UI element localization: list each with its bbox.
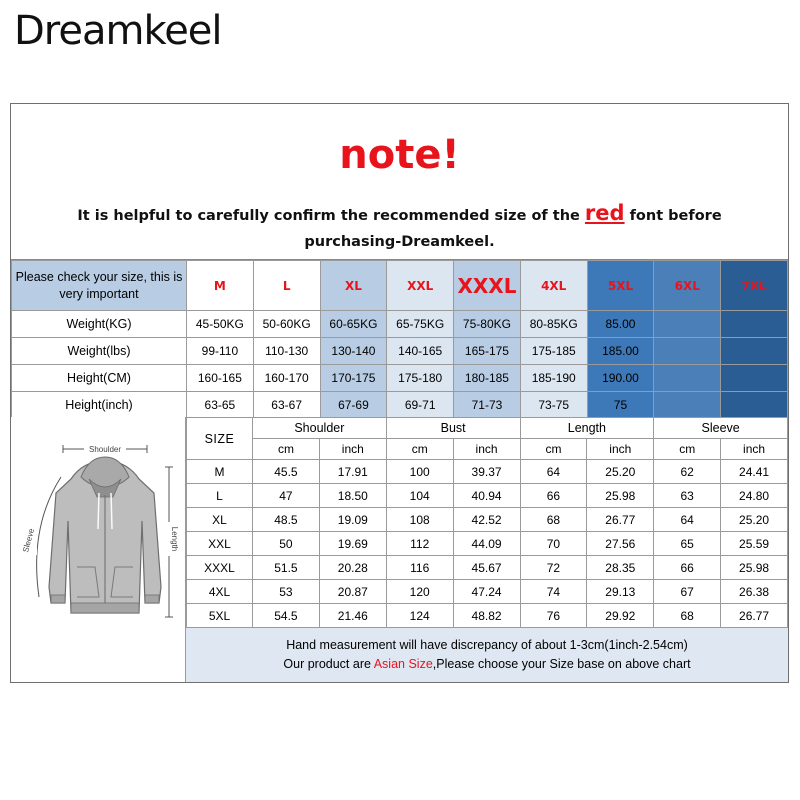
rec-value-cell: 175-185 <box>520 338 587 365</box>
rec-value-cell: 60-65KG <box>320 311 387 338</box>
measure-value-cell: 29.13 <box>587 580 654 604</box>
rec-row-label: Weight(lbs) <box>12 338 187 365</box>
note-title: note! <box>339 132 460 178</box>
measure-group-row <box>187 418 788 439</box>
measure-unit-row <box>187 439 788 460</box>
measure-value-cell: 116 <box>386 556 453 580</box>
rec-value-cell: 180-185 <box>454 365 521 392</box>
measure-value-cell: 68 <box>520 508 587 532</box>
rec-value-cell: 185-190 <box>520 365 587 392</box>
rec-value-cell: 175-180 <box>387 365 454 392</box>
rec-value-cell: 50-60KG <box>253 311 320 338</box>
measure-size-cell: M <box>187 460 253 484</box>
measure-value-cell: 20.28 <box>319 556 386 580</box>
size-column-header: SIZE <box>187 418 253 460</box>
measure-value-cell: 25.98 <box>721 556 788 580</box>
measure-value-cell: 42.52 <box>453 508 520 532</box>
unit-cell: inch <box>319 439 386 460</box>
size-header-xxxl: XXXL <box>454 261 521 311</box>
rec-row-label: Height(CM) <box>12 365 187 392</box>
rec-value-cell: 190.00 <box>587 365 654 392</box>
size-header-7xl: 7XL <box>721 261 788 311</box>
measure-value-cell: 28.35 <box>587 556 654 580</box>
measure-value-cell: 44.09 <box>453 532 520 556</box>
measure-value-cell: 29.92 <box>587 604 654 628</box>
rec-value-cell: 45-50KG <box>187 311 254 338</box>
rec-value-cell: 80-85KG <box>520 311 587 338</box>
rec-value-cell: 75 <box>587 392 654 419</box>
measure-value-cell: 27.56 <box>587 532 654 556</box>
measure-value-cell: 26.77 <box>587 508 654 532</box>
rec-value-cell: 71-73 <box>454 392 521 419</box>
rec-value-cell: 160-165 <box>187 365 254 392</box>
rec-row-0 <box>12 311 788 338</box>
rec-row-1 <box>12 338 788 365</box>
unit-cell: cm <box>520 439 587 460</box>
note-section <box>11 104 788 260</box>
recommended-size-table <box>11 260 788 419</box>
measure-value-cell: 19.69 <box>319 532 386 556</box>
measure-value-cell: 50 <box>253 532 320 556</box>
rec-value-cell <box>721 392 788 419</box>
measure-value-cell: 68 <box>654 604 721 628</box>
measure-size-cell: XXL <box>187 532 253 556</box>
measure-value-cell: 45.67 <box>453 556 520 580</box>
measure-value-cell: 47.24 <box>453 580 520 604</box>
size-header-5xl: 5XL <box>587 261 654 311</box>
rec-value-cell: 110-130 <box>253 338 320 365</box>
measure-value-cell: 45.5 <box>253 460 320 484</box>
footer-line2 <box>186 655 788 674</box>
note-line2: purchasing-Dreamkeel. <box>304 234 495 250</box>
measure-size-cell: L <box>187 484 253 508</box>
length-label: Length <box>170 526 179 552</box>
measure-value-cell: 20.87 <box>319 580 386 604</box>
measure-value-cell: 21.46 <box>319 604 386 628</box>
rec-value-cell: 75-80KG <box>454 311 521 338</box>
hoodie-diagram <box>11 417 186 682</box>
note-line1-red: red <box>584 201 625 225</box>
measure-value-cell: 25.98 <box>587 484 654 508</box>
measure-value-cell: 40.94 <box>453 484 520 508</box>
measure-value-cell: 63 <box>654 484 721 508</box>
rec-value-cell <box>721 338 788 365</box>
rec-value-cell <box>654 338 721 365</box>
measure-value-cell: 76 <box>520 604 587 628</box>
measure-row-4xl <box>187 580 788 604</box>
size-header-l: L <box>253 261 320 311</box>
rec-value-cell <box>654 365 721 392</box>
rec-value-cell: 69-71 <box>387 392 454 419</box>
rec-value-cell: 140-165 <box>387 338 454 365</box>
rec-value-cell: 130-140 <box>320 338 387 365</box>
measure-value-cell: 64 <box>654 508 721 532</box>
rec-value-cell: 170-175 <box>320 365 387 392</box>
size-chart-sheet <box>10 103 789 683</box>
measure-value-cell: 47 <box>253 484 320 508</box>
sleeve-label: Sleeve <box>21 527 37 554</box>
measure-value-cell: 100 <box>386 460 453 484</box>
measure-value-cell: 25.59 <box>721 532 788 556</box>
check-size-note: Please check your size, this is very important <box>12 261 187 311</box>
size-header-4xl: 4XL <box>520 261 587 311</box>
rec-row-label: Height(inch) <box>12 392 187 419</box>
measure-value-cell: 51.5 <box>253 556 320 580</box>
shoulder-label: Shoulder <box>88 445 122 454</box>
group-length: Length <box>520 418 654 439</box>
measure-size-cell: 5XL <box>187 604 253 628</box>
measure-value-cell: 48.5 <box>253 508 320 532</box>
size-header-row <box>12 261 788 311</box>
measure-value-cell: 66 <box>654 556 721 580</box>
size-header-xl: XL <box>320 261 387 311</box>
brand-logo: Dreamkeel <box>14 8 222 54</box>
rec-value-cell <box>654 392 721 419</box>
footer-line2-before: Our product are <box>283 657 374 671</box>
rec-row-2 <box>12 365 788 392</box>
footer-line1: Hand measurement will have discrepancy of about 1-3cm(1inch-2.54cm) <box>286 638 688 652</box>
measure-value-cell: 39.37 <box>453 460 520 484</box>
size-header-m: M <box>187 261 254 311</box>
measure-row-l <box>187 484 788 508</box>
rec-row-3 <box>12 392 788 419</box>
measure-row-5xl <box>187 604 788 628</box>
measure-row-xxl <box>187 532 788 556</box>
measure-value-cell: 120 <box>386 580 453 604</box>
measure-value-cell: 54.5 <box>253 604 320 628</box>
unit-cell: inch <box>587 439 654 460</box>
measure-value-cell: 72 <box>520 556 587 580</box>
measure-value-cell: 18.50 <box>319 484 386 508</box>
group-sleeve: Sleeve <box>654 418 788 439</box>
measure-row-xxxl <box>187 556 788 580</box>
measure-value-cell: 25.20 <box>587 460 654 484</box>
rec-value-cell: 160-170 <box>253 365 320 392</box>
group-shoulder: Shoulder <box>253 418 387 439</box>
measure-value-cell: 48.82 <box>453 604 520 628</box>
measurement-table <box>186 417 788 628</box>
asian-size-highlight: Asian Size <box>373 657 433 671</box>
measure-value-cell: 62 <box>654 460 721 484</box>
measure-size-cell: XL <box>187 508 253 532</box>
rec-value-cell: 73-75 <box>520 392 587 419</box>
measure-value-cell: 24.80 <box>721 484 788 508</box>
rec-row-label: Weight(KG) <box>12 311 187 338</box>
hoodie-illustration <box>11 417 186 682</box>
measure-value-cell: 124 <box>386 604 453 628</box>
rec-value-cell <box>721 311 788 338</box>
unit-cell: inch <box>721 439 788 460</box>
unit-cell: inch <box>453 439 520 460</box>
measure-size-cell: 4XL <box>187 580 253 604</box>
rec-value-cell: 99-110 <box>187 338 254 365</box>
measure-value-cell: 25.20 <box>721 508 788 532</box>
measure-row-m <box>187 460 788 484</box>
rec-value-cell: 63-67 <box>253 392 320 419</box>
measure-value-cell: 24.41 <box>721 460 788 484</box>
measure-value-cell: 65 <box>654 532 721 556</box>
size-header-xxl: XXL <box>387 261 454 311</box>
rec-value-cell <box>721 365 788 392</box>
measure-value-cell: 104 <box>386 484 453 508</box>
size-header-6xl: 6XL <box>654 261 721 311</box>
note-line1-before: It is helpful to carefully confirm the recommended size of the <box>77 208 585 224</box>
rec-value-cell: 165-175 <box>454 338 521 365</box>
measure-value-cell: 26.38 <box>721 580 788 604</box>
measure-value-cell: 26.77 <box>721 604 788 628</box>
rec-value-cell: 63-65 <box>187 392 254 419</box>
measure-value-cell: 112 <box>386 532 453 556</box>
unit-cell: cm <box>386 439 453 460</box>
measure-value-cell: 17.91 <box>319 460 386 484</box>
measure-value-cell: 66 <box>520 484 587 508</box>
unit-cell: cm <box>253 439 320 460</box>
measure-value-cell: 74 <box>520 580 587 604</box>
group-bust: Bust <box>386 418 520 439</box>
rec-value-cell: 85.00 <box>587 311 654 338</box>
rec-value-cell <box>654 311 721 338</box>
note-text <box>41 200 758 255</box>
measure-size-cell: XXXL <box>187 556 253 580</box>
rec-value-cell: 65-75KG <box>387 311 454 338</box>
unit-cell: cm <box>654 439 721 460</box>
measure-value-cell: 19.09 <box>319 508 386 532</box>
rec-value-cell: 185.00 <box>587 338 654 365</box>
measure-value-cell: 108 <box>386 508 453 532</box>
measure-value-cell: 53 <box>253 580 320 604</box>
measure-value-cell: 64 <box>520 460 587 484</box>
note-line1-after: font before <box>624 208 722 224</box>
measure-row-xl <box>187 508 788 532</box>
measure-value-cell: 70 <box>520 532 587 556</box>
footer-line2-after: ,Please choose your Size base on above chart <box>432 657 691 671</box>
rec-value-cell: 67-69 <box>320 392 387 419</box>
measurement-footer-note <box>186 627 788 682</box>
measure-value-cell: 67 <box>654 580 721 604</box>
